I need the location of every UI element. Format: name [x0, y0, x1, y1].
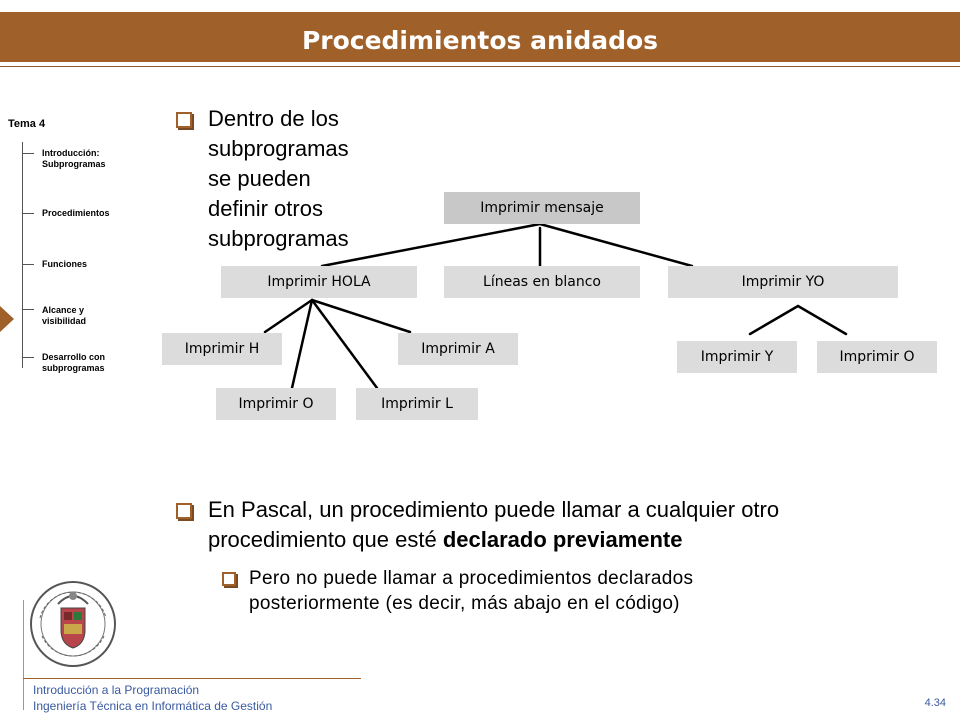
edge-root-yo — [540, 224, 692, 266]
node-imprimir-y: Imprimir Y — [677, 341, 797, 373]
bullet-box-icon — [176, 503, 192, 519]
node-imprimir-mensaje: Imprimir mensaje — [444, 192, 640, 224]
node-lineas-en-blanco: Líneas en blanco — [444, 266, 640, 298]
nav-item-label: subprogramas — [42, 363, 105, 373]
node-imprimir-a: Imprimir A — [398, 333, 518, 365]
nav-item-label: Alcance y — [42, 305, 85, 315]
footer-rule — [23, 678, 361, 679]
bullet-text-plain: procedimiento que esté — [208, 527, 443, 552]
edge-yo-o — [798, 306, 846, 334]
footer-course: Introducción a la Programación — [33, 683, 200, 697]
nav-item-label: Subprogramas — [42, 159, 106, 169]
bullet-line: Dentro de los subprogramas se pueden definir otros — [208, 106, 349, 221]
edge-hola-l — [312, 300, 377, 388]
nav-item-label: Introducción: — [42, 148, 100, 158]
footer-degree: Ingeniería Técnica en Informática de Gestión — [33, 699, 273, 713]
edge-yo-y — [750, 306, 798, 334]
bullet-line — [208, 525, 779, 555]
bullet-text — [208, 495, 779, 555]
footer-vertical-line — [23, 600, 24, 710]
university-seal-icon — [28, 578, 118, 670]
subbullet-line: Pero no puede llamar a procedimientos declarados — [249, 568, 694, 589]
bullet-line: En Pascal, un procedimiento puede llamar a cualquier otro — [208, 497, 780, 522]
nav-item-label: visibilidad — [42, 316, 87, 326]
edge-hola-o — [292, 300, 312, 388]
page-number: 4.34 — [924, 697, 946, 709]
node-imprimir-yo: Imprimir YO — [668, 266, 898, 298]
node-imprimir-o-yo: Imprimir O — [817, 341, 937, 373]
subbullet-box-icon — [222, 572, 236, 586]
nav-title: Tema 4 — [8, 118, 46, 130]
node-imprimir-l: Imprimir L — [356, 388, 478, 420]
edge-root-hola — [322, 224, 540, 266]
node-imprimir-o-hola: Imprimir O — [216, 388, 336, 420]
edge-hola-a — [312, 300, 410, 332]
nav-item-label: Procedimientos — [42, 208, 110, 218]
node-imprimir-h: Imprimir H — [162, 333, 282, 365]
nav-item-label: Funciones — [42, 259, 88, 269]
subbullet-text — [249, 566, 693, 616]
nav-item-label: Desarrollo con — [42, 352, 106, 362]
node-imprimir-hola: Imprimir HOLA — [221, 266, 417, 298]
bullet-line: subprogramas — [208, 226, 349, 251]
subbullet-line: posteriormente (es decir, más abajo en el código) — [249, 593, 680, 614]
bullet-text-bold: declarado previamente — [442, 527, 683, 552]
slide-title: Procedimientos anidados — [301, 26, 659, 55]
